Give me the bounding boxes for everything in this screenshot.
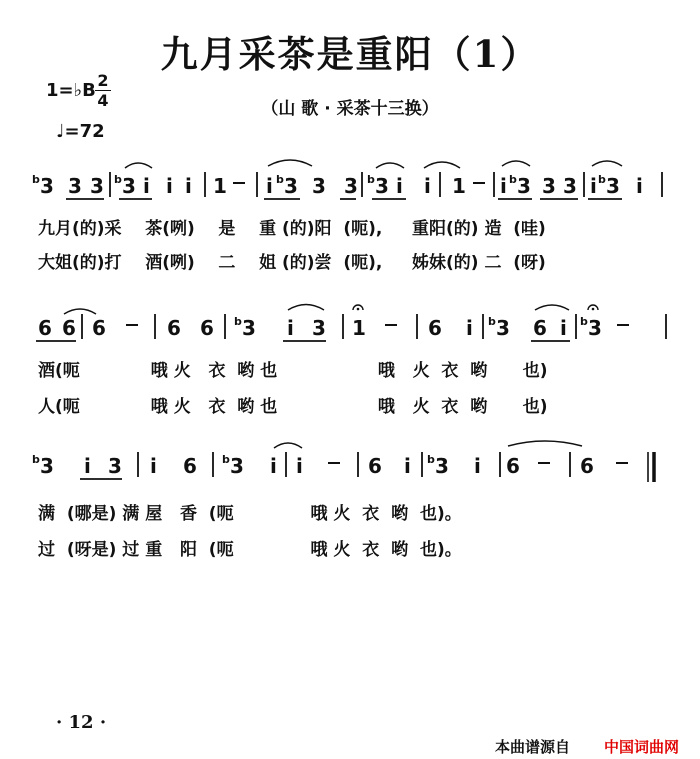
svg-text:6: 6 <box>533 316 547 340</box>
svg-text:3: 3 <box>563 174 577 198</box>
svg-text:b: b <box>276 173 284 186</box>
lyrics-line3-verse1: 满 (哪是) 满 屋 香 (呃 哦 火 衣 哟 也)。 <box>38 504 462 524</box>
svg-text:i: i <box>500 174 507 198</box>
svg-text:i: i <box>166 174 173 198</box>
svg-text:3: 3 <box>517 174 531 198</box>
svg-text:i: i <box>396 174 403 198</box>
svg-text:3: 3 <box>242 316 256 340</box>
svg-text:3: 3 <box>122 174 136 198</box>
svg-text:b: b <box>427 453 435 466</box>
svg-text:i: i <box>266 174 273 198</box>
svg-text:i: i <box>636 174 643 198</box>
svg-text:b: b <box>488 315 496 328</box>
score-line-3 <box>32 441 654 482</box>
svg-text:6: 6 <box>368 454 382 478</box>
lyrics-line3-verse2: 过 (呀是) 过 重 阳 (呃 哦 火 衣 哟 也)。 <box>38 540 462 560</box>
svg-text:6: 6 <box>183 454 197 478</box>
song-title: 九月采茶是重阳（1） <box>160 32 540 76</box>
subtitle: （山 歌 · 采茶十三换） <box>261 99 439 119</box>
svg-text:3: 3 <box>312 174 326 198</box>
time-denominator: 4 <box>97 91 109 110</box>
svg-text:3: 3 <box>40 454 54 478</box>
score-line-1 <box>32 160 662 199</box>
svg-text:6: 6 <box>506 454 520 478</box>
svg-text:1: 1 <box>452 174 466 198</box>
svg-text:3: 3 <box>375 174 389 198</box>
svg-text:i: i <box>270 454 277 478</box>
svg-text:i: i <box>560 316 567 340</box>
svg-text:b: b <box>509 173 517 186</box>
svg-text:3: 3 <box>542 174 556 198</box>
svg-text:i: i <box>143 174 150 198</box>
svg-text:6: 6 <box>428 316 442 340</box>
svg-text:b: b <box>367 173 375 186</box>
svg-text:i: i <box>150 454 157 478</box>
score-text-line-2 <box>30 342 31 343</box>
svg-text:i: i <box>466 316 473 340</box>
svg-text:b: b <box>114 173 122 186</box>
svg-text:3: 3 <box>606 174 620 198</box>
lyrics-line2-verse1: 酒(呃 哦 火 衣 哟 也 哦 火 衣 哟 也) <box>38 361 548 381</box>
svg-text:i: i <box>424 174 431 198</box>
footer-source-text: 本曲谱源自 <box>495 738 571 756</box>
lyrics-line1-verse2: 大姐(的)打 酒(咧) 二 姐 (的)尝 (呃), 姊妹(的) 二 (呀) <box>38 253 546 273</box>
svg-text:i: i <box>84 454 91 478</box>
footer-site-link[interactable]: 中国词曲网 <box>604 738 680 756</box>
time-numerator: 2 <box>97 71 109 90</box>
svg-text:1: 1 <box>213 174 227 198</box>
svg-text:i: i <box>404 454 411 478</box>
page-number: · 12 · <box>56 712 107 733</box>
svg-text:3: 3 <box>90 174 104 198</box>
svg-text:b: b <box>598 173 606 186</box>
svg-text:6: 6 <box>200 316 214 340</box>
svg-text:6: 6 <box>38 316 52 340</box>
svg-text:i: i <box>474 454 481 478</box>
svg-text:3: 3 <box>312 316 326 340</box>
svg-text:6: 6 <box>62 316 76 340</box>
svg-text:3: 3 <box>40 174 54 198</box>
svg-text:i: i <box>287 316 294 340</box>
svg-text:b: b <box>222 453 230 466</box>
svg-text:b: b <box>580 315 588 328</box>
lyrics-line2-verse2: 人(呃 哦 火 衣 哟 也 哦 火 衣 哟 也) <box>38 397 548 417</box>
svg-text:3: 3 <box>435 454 449 478</box>
svg-text:3: 3 <box>588 316 602 340</box>
svg-text:6: 6 <box>167 316 181 340</box>
score-text-line-3 <box>30 482 31 483</box>
svg-text:i: i <box>185 174 192 198</box>
svg-text:6: 6 <box>92 316 106 340</box>
lyrics-line1-verse1: 九月(的)采 茶(咧) 是 重 (的)阳 (呃), 重阳(的) 造 (哇) <box>38 219 546 239</box>
score-text-line-1 <box>30 200 31 201</box>
svg-text:b: b <box>32 453 40 466</box>
svg-text:3: 3 <box>108 454 122 478</box>
svg-text:i: i <box>590 174 597 198</box>
svg-text:3: 3 <box>496 316 510 340</box>
key-signature: 1=♭B <box>46 80 96 101</box>
svg-text:3: 3 <box>68 174 82 198</box>
svg-text:i: i <box>296 454 303 478</box>
svg-text:1: 1 <box>352 316 366 340</box>
svg-text:6: 6 <box>580 454 594 478</box>
svg-text:3: 3 <box>344 174 358 198</box>
tempo-marking: ♩=72 <box>56 121 105 142</box>
svg-text:b: b <box>32 173 40 186</box>
svg-text:b: b <box>234 315 242 328</box>
svg-text:3: 3 <box>284 174 298 198</box>
svg-text:3: 3 <box>230 454 244 478</box>
score-line-2 <box>36 305 666 342</box>
